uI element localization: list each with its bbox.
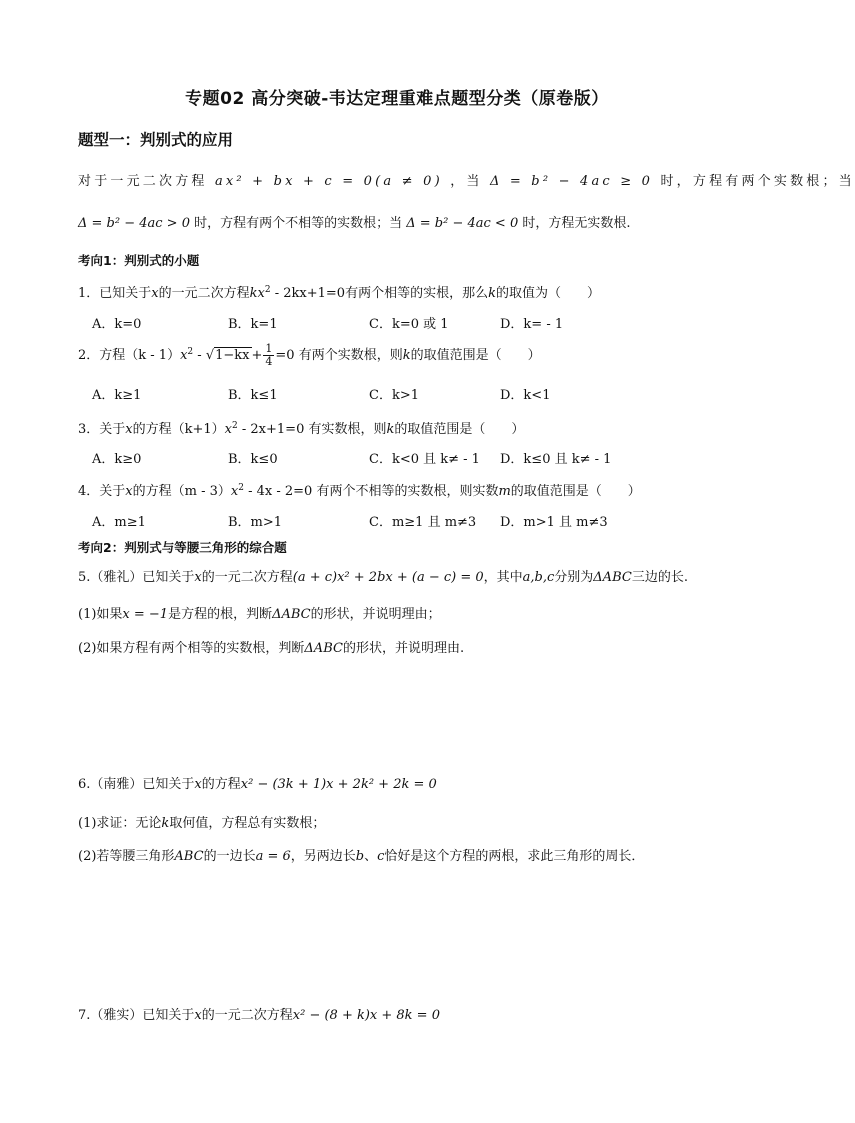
q2-option-b[interactable]: B．k≤1 <box>228 388 278 403</box>
question-4: 4．关于x的方程$(m - 3)x^2 - 4x - 2=0$ 有两个不相等的实数根，则实数m的取值范围是（ ） <box>78 483 641 499</box>
q3-option-d[interactable]: D．k≤0 且 k≠ - 1 <box>500 452 612 467</box>
subheading-1: 考向1：判别式的小题 <box>78 253 200 268</box>
discriminant-ge: Δ = b² − 4ac ≥ 0 <box>489 174 654 189</box>
question-2: 2．方程$(k - 1)x^2 - √1-kx$ + $\frac{1}{4}$ =0 有两个实数根，则k的取值范围是（ ） <box>78 342 541 368</box>
q3-option-b[interactable]: B．k≤0 <box>228 452 278 467</box>
question-6-part-1: (1)求证：无论k取何值，方程总有实数根； <box>78 816 326 831</box>
question-6-part-2: (2)若等腰三角形ABC的一边长a = 6，另两边长b、c恰好是这个方程的两根，求此三角形的周长． <box>78 849 645 864</box>
discriminant-lt: Δ = b² − 4ac < 0 <box>406 216 519 231</box>
question-6: 6.（南雅）已知关于x的方程x² − (3k + 1)x + 2k² + 2k = 0 <box>78 777 437 792</box>
q2-option-d[interactable]: D．k<1 <box>500 388 551 403</box>
q2-option-a[interactable]: A．k≥1 <box>92 388 142 403</box>
q1-option-c[interactable]: C．k=0 或 1 <box>369 317 449 332</box>
q4-option-b[interactable]: B．m>1 <box>228 515 283 530</box>
question-5: 5.（雅礼）已知关于x的一元二次方程(a + c)x² + 2bx + (a − c) = 0，其中a,b,c分别为ΔABC三边的长. <box>78 570 688 585</box>
question-7: 7.（雅实）已知关于x的一元二次方程x² − (8 + k)x + 8k = 0 <box>78 1008 440 1023</box>
question-5-part-1: (1)如果x = −1是方程的根，判断ΔABC的形状，并说明理由； <box>78 607 441 622</box>
subheading-2: 考向2：判别式与等腰三角形的综合题 <box>78 540 287 555</box>
intro-line-1: 对于一元二次方程 ax² + bx + c = 0(a ≠ 0) ，当 Δ = b² − 4ac ≥ 0 时，方程有两个实数根；当 <box>78 174 855 189</box>
discriminant-gt: Δ = b² − 4ac > 0 <box>78 216 190 231</box>
q3-option-a[interactable]: A．k≥0 <box>92 452 142 467</box>
intro-equation: ax² + bx + c = 0(a ≠ 0) <box>214 174 443 189</box>
q4-option-d[interactable]: D．m>1 且 m≠3 <box>500 515 608 530</box>
question-1: 1．已知关于x的一元二次方程$kx^2 - 2kx+1=0$有两个相等的实根，那么k的取值为（ ） <box>78 285 600 301</box>
q1-option-a[interactable]: A．k=0 <box>92 317 142 332</box>
intro-line-2: Δ = b² − 4ac > 0 时，方程有两个不相等的实数根；当 Δ = b² − 4ac < 0 时，方程无实数根. <box>78 216 631 231</box>
document-title: 专题02 高分突破-韦达定理重难点题型分类（原卷版） <box>185 89 609 109</box>
q4-option-c[interactable]: C．m≥1 且 m≠3 <box>369 515 477 530</box>
q1-option-d[interactable]: D．k= - 1 <box>500 317 564 332</box>
fraction: $\frac{1}{4}$ <box>265 342 273 368</box>
q3-option-c[interactable]: C．k<0 且 k≠ - 1 <box>369 452 480 467</box>
q4-option-a[interactable]: A．m≥1 <box>92 515 146 530</box>
section-heading: 题型一：判别式的应用 <box>78 131 234 149</box>
question-3: 3．关于x的方程$(k+1)x^2 - 2x+1=0$ 有实数根，则k的取值范围是（ ） <box>78 421 525 437</box>
question-5-part-2: (2)如果方程有两个相等的实数根，判断ΔABC的形状，并说明理由. <box>78 641 465 656</box>
q1-option-b[interactable]: B．k=1 <box>228 317 278 332</box>
square-root: √1−kx <box>205 348 250 363</box>
q2-option-c[interactable]: C．k>1 <box>369 388 419 403</box>
